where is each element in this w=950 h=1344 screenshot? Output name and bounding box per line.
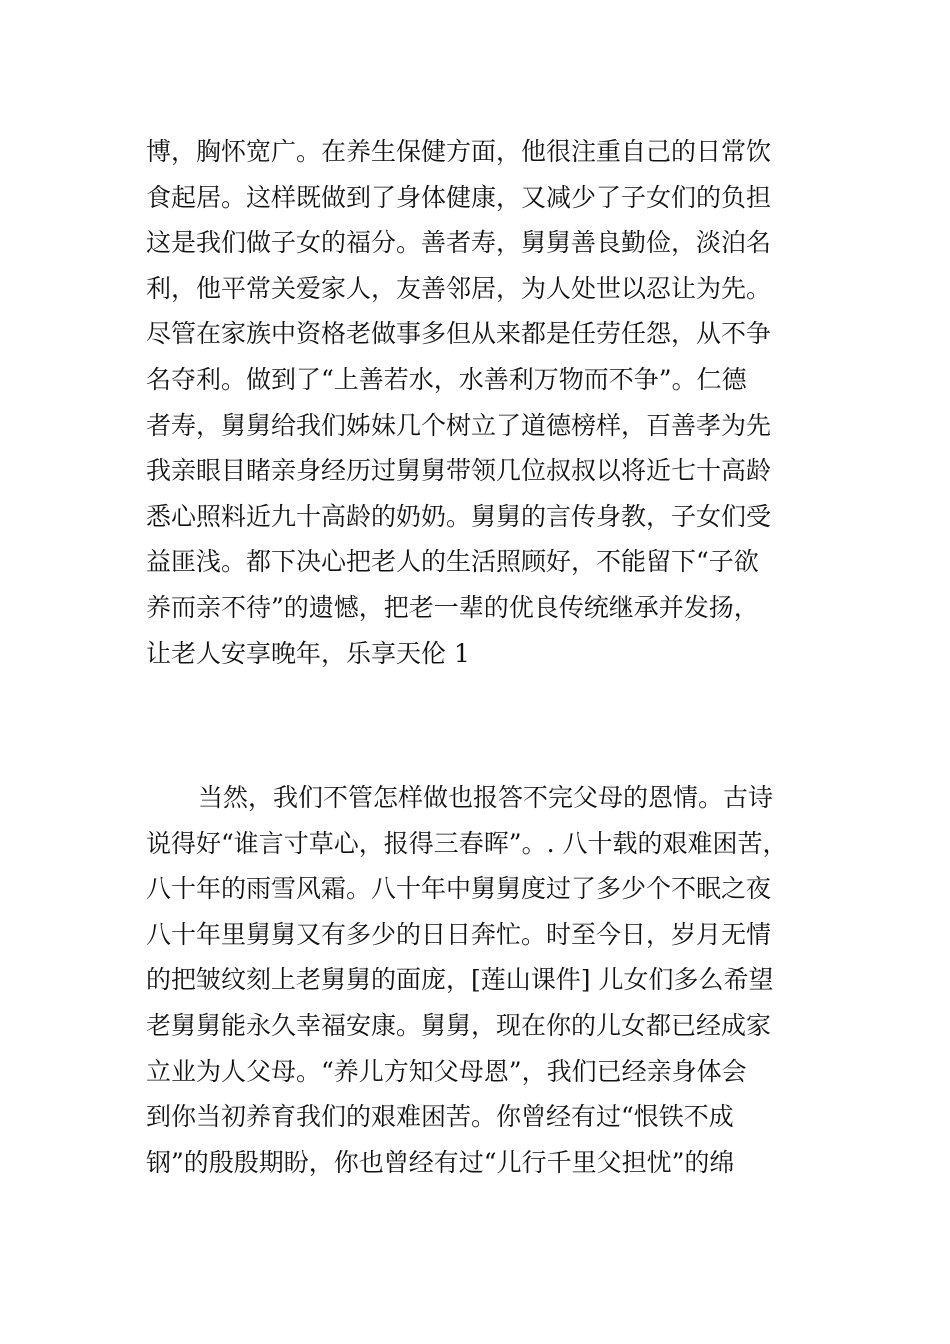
text-line: 这是我们做子女的福分。善者寿，舅舅善良勤俭，淡泊名 — [146, 228, 772, 258]
text-line: 名夺利。做到了“上善若水，水善利万物而不争”。仁德 — [146, 364, 747, 394]
text-line: 尽管在家族中资格老做事多但从来都是任劳任怨，从不争 — [146, 319, 772, 349]
text-line: 钢”的殷殷期盼，你也曾经有过“儿行千里父担忧”的绵 — [146, 1147, 735, 1177]
text-line: 食起居。这样既做到了身体健康，又减少了子女们的负担 — [146, 182, 772, 212]
text-line: 利，他平常关爱家人，友善邻居，为人处世以忍让为先。 — [146, 273, 772, 303]
paragraph-1 — [146, 129, 826, 676]
text-line-indented: 当然，我们不管怎样做也报答不完父母的恩情。古诗 — [198, 783, 774, 812]
text-line: 老舅舅能永久幸福安康。舅舅，现在你的儿女都已经成家 — [146, 1010, 772, 1040]
text-line: 者寿，舅舅给我们姊妹几个树立了道德榜样，百善孝为先 — [146, 410, 772, 440]
text-line: 八十年里舅舅又有多少的日日奔忙。时至今日，岁月无情 — [146, 919, 772, 949]
text-line: 养而亲不待”的遗憾，把老一辈的优良传统继承并发扬， — [146, 592, 759, 622]
text-line: 八十年的雨雪风霜。八十年中舅舅度过了多少个不眠之夜 — [146, 874, 772, 904]
paragraph-2 — [146, 775, 826, 1185]
text-line: 博，胸怀宽广。在养生保健方面，他很注重自己的日常饮 — [146, 137, 772, 166]
text-line: 益匪浅。都下决心把老人的生活照顾好，不能留下“子欲 — [146, 547, 759, 577]
text-line: 立业为人父母。“养儿方知父母恩”，我们已经亲身体会 — [146, 1056, 747, 1086]
text-line: 的把皱纹刻上老舅舅的面庞，[莲山课件] 儿女们多么希望 — [146, 965, 774, 995]
text-line: 到你当初养育我们的艰难困苦。你曾经有过“恨铁不成 — [146, 1102, 734, 1132]
text-line: 说得好“谁言寸草心，报得三春晖”。. 八十载的艰难困苦， — [146, 828, 788, 858]
text-line: 悉心照料近九十高龄的奶奶。舅舅的言传身教，子女们受 — [146, 501, 772, 531]
text-line: 我亲眼目睹亲身经历过舅舅带领几位叔叔以将近七十高龄 — [146, 456, 772, 486]
text-line: 让老人安享晚年，乐享天伦 1 — [146, 638, 470, 668]
